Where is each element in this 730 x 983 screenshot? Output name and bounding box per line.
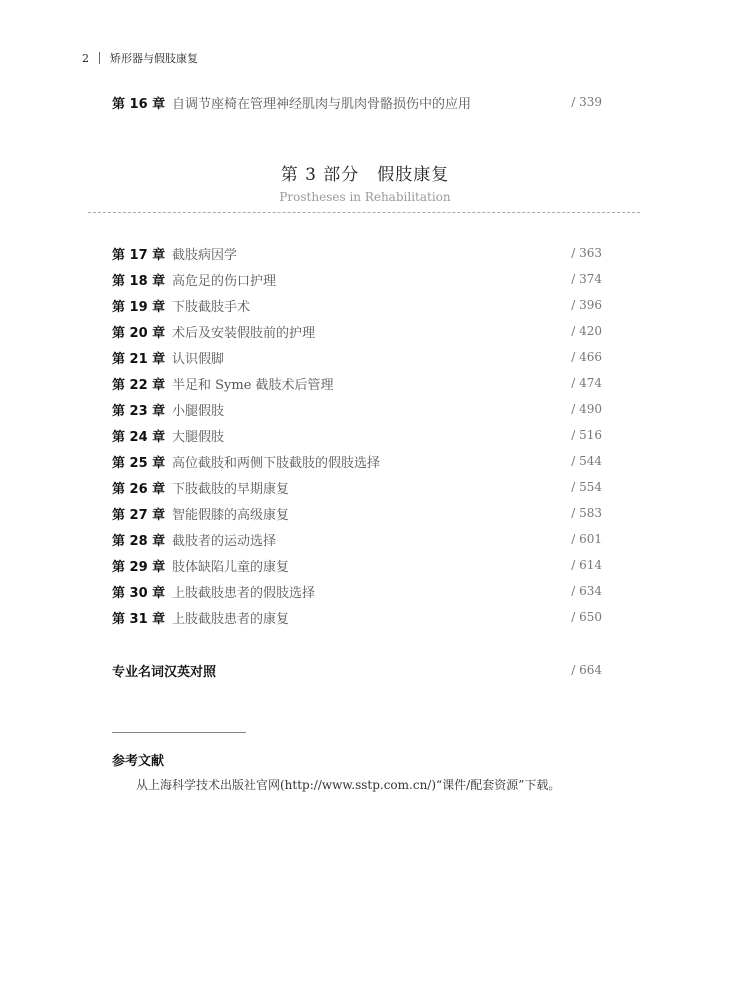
page-ref: / 420 (571, 324, 602, 338)
page-ref: / 664 (571, 663, 602, 677)
header-divider (99, 52, 100, 64)
page-ref: / 650 (571, 610, 602, 624)
chapter-number: 第 18 章 (112, 273, 166, 289)
page-ref: / 583 (571, 506, 602, 520)
glossary-title: 专业名词汉英对照 (112, 664, 217, 680)
page-header (82, 50, 198, 66)
chapter-number: 第 24 章 (112, 429, 166, 445)
chapter-title: 高位截肢和两侧下肢截肢的假肢选择 (172, 455, 381, 471)
page-ref: / 374 (571, 272, 602, 286)
toc-entry[interactable] (112, 399, 602, 419)
toc-entry[interactable] (112, 451, 602, 471)
toc-entry[interactable] (112, 581, 602, 601)
chapter-number: 第 27 章 (112, 507, 166, 523)
part-title: 第 3 部分 假肢康复 (280, 165, 450, 185)
chapter-number: 第 26 章 (112, 481, 166, 497)
chapter-title: 下肢截肢手术 (172, 299, 251, 315)
toc-entry[interactable] (112, 503, 602, 523)
toc-entry[interactable] (112, 607, 602, 627)
toc-entry[interactable] (112, 347, 602, 367)
chapter-number: 第 22 章 (112, 377, 166, 393)
references-heading: 参考文献 (112, 754, 165, 769)
page-ref: / 466 (571, 350, 602, 364)
page-ref: / 474 (571, 376, 602, 390)
page-ref: / 601 (571, 532, 602, 546)
chapter-number: 第 21 章 (112, 351, 166, 367)
page-ref: / 490 (571, 402, 602, 416)
toc-entry[interactable] (112, 243, 602, 263)
page-ref: / 554 (571, 480, 602, 494)
chapter-title: 上肢截肢患者的假肢选择 (172, 585, 316, 601)
page-ref: / 516 (571, 428, 602, 442)
page-ref: / 544 (571, 454, 602, 468)
book-title: 矫形器与假肢康复 (110, 52, 198, 65)
chapter-number: 第 29 章 (112, 559, 166, 575)
chapter-title: 下肢截肢的早期康复 (172, 481, 290, 497)
chapter-title: 小腿假肢 (172, 403, 225, 419)
toc-entry[interactable] (112, 295, 602, 315)
chapter-title: 智能假膝的高级康复 (172, 507, 290, 523)
chapter-number: 第 23 章 (112, 403, 166, 419)
toc-entry[interactable] (112, 555, 602, 575)
chapter-title: 术后及安装假肢前的护理 (172, 325, 316, 341)
chapter-title: 截肢病因学 (172, 247, 238, 263)
toc-entry[interactable] (112, 477, 602, 497)
chapter-title: 自调节座椅在管理神经肌肉与肌肉骨骼损伤中的应用 (172, 96, 472, 112)
chapter-title: 认识假脚 (172, 351, 225, 367)
toc-entry[interactable] (112, 321, 602, 341)
chapter-title: 肢体缺陷儿童的康复 (172, 559, 290, 575)
chapter-number: 第 25 章 (112, 455, 166, 471)
toc-entry[interactable] (112, 425, 602, 445)
chapter-number: 第 17 章 (112, 247, 166, 263)
chapter-number: 第 20 章 (112, 325, 166, 341)
page-ref: / 339 (571, 95, 602, 109)
toc-entry[interactable] (112, 529, 602, 549)
page-ref: / 614 (571, 558, 602, 572)
page-ref: / 363 (571, 246, 602, 260)
glossary-entry[interactable] (112, 660, 602, 680)
toc-entry[interactable] (112, 373, 602, 393)
toc-entry[interactable] (112, 92, 602, 112)
chapter-title: 大腿假肢 (172, 429, 225, 445)
footnote-rule (112, 732, 246, 733)
toc-entry[interactable] (112, 269, 602, 289)
chapter-title: 高危足的伤口护理 (172, 273, 277, 289)
references-text: 从上海科学技术出版社官网(http://www.sstp.com.cn/)“课件/配套资源”下载。 (136, 778, 561, 792)
page-ref: / 634 (571, 584, 602, 598)
chapter-number: 第 19 章 (112, 299, 166, 315)
page-number: 2 (82, 51, 89, 65)
chapter-number: 第 16 章 (112, 96, 166, 112)
chapter-number: 第 28 章 (112, 533, 166, 549)
dotted-divider (88, 212, 640, 213)
chapter-number: 第 30 章 (112, 585, 166, 601)
chapter-title: 截肢者的运动选择 (172, 533, 277, 549)
chapter-title: 半足和 Syme 截肢术后管理 (172, 377, 334, 393)
chapter-title: 上肢截肢患者的康复 (172, 611, 290, 627)
part-subtitle: Prostheses in Rehabilitation (279, 190, 451, 204)
page-ref: / 396 (571, 298, 602, 312)
chapter-number: 第 31 章 (112, 611, 166, 627)
